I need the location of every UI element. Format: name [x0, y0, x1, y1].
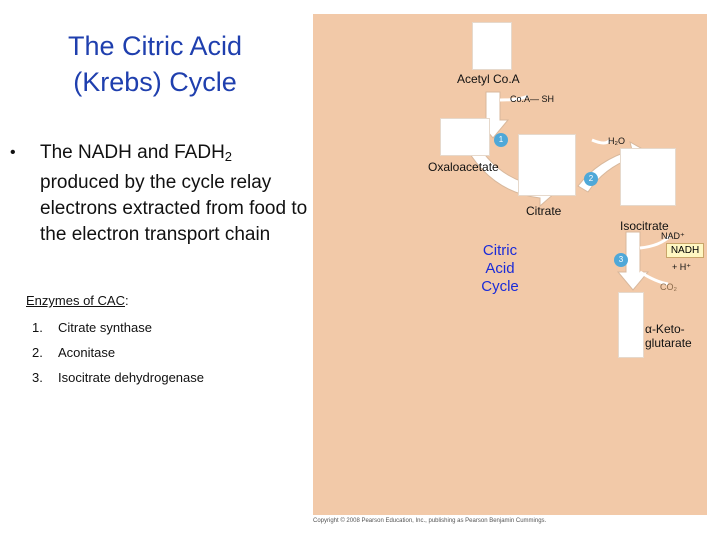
- bullet-subscript: 2: [224, 149, 233, 164]
- enzyme-name: Isocitrate dehydrogenase: [58, 370, 204, 385]
- alpha-ketoglutarate-molecule: [618, 292, 644, 358]
- coa-sh-label: Co.A— SH: [510, 94, 555, 104]
- cycle-label-line-2: Acid: [485, 260, 515, 277]
- step-1-badge: 1: [494, 133, 508, 147]
- step-3-badge: 3: [614, 253, 628, 267]
- nad-plus-label: NAD⁺: [661, 231, 685, 241]
- citrate-molecule: [518, 134, 576, 196]
- bullet-marker: •: [10, 144, 16, 161]
- alpha-ketoglutarate-label-1: α-Keto-: [645, 322, 685, 336]
- isocitrate-label: Isocitrate: [620, 219, 669, 233]
- enzyme-number: 3.: [32, 370, 43, 385]
- co2-label: CO₂: [660, 282, 677, 292]
- citrate-label: Citrate: [526, 204, 562, 218]
- enzyme-number: 2.: [32, 345, 43, 360]
- enzyme-number: 1.: [32, 320, 43, 335]
- acetyl-coa-label: Acetyl Co.A: [457, 72, 520, 86]
- title-line-1: The Citric Acid: [67, 31, 243, 61]
- enzyme-name: Aconitase: [58, 345, 116, 360]
- oxaloacetate-label: Oxaloacetate: [428, 160, 499, 174]
- cycle-label-line-3: Cycle: [481, 278, 519, 295]
- enzymes-heading-text: Enzymes of CAC: [26, 293, 125, 308]
- enzymes-heading-colon: :: [124, 293, 129, 308]
- citric-acid-cycle-label: [472, 242, 528, 296]
- bullet-text-end: produced by the cycle relay electrons extracted from food to the electron transport chain: [40, 172, 308, 245]
- title-line-2: (Krebs) Cycle: [73, 67, 237, 97]
- step-2-badge: 2: [584, 172, 598, 186]
- bullet-text-start: The NADH and FADH: [40, 142, 225, 163]
- oxaloacetate-molecule: [440, 118, 490, 156]
- isocitrate-molecule: [620, 148, 676, 206]
- cycle-label-line-1: Citric: [482, 242, 518, 259]
- enzyme-name: Citrate synthase: [58, 320, 152, 335]
- h-plus-label: + H⁺: [672, 262, 692, 272]
- acetyl-coa-molecule: [472, 22, 512, 70]
- copyright-text: Copyright © 2008 Pearson Education, Inc., publishing as Pearson Benjamin Cummings.: [313, 518, 547, 524]
- water-label: H₂O: [608, 136, 625, 146]
- nadh-box: NADH: [666, 243, 704, 258]
- alpha-ketoglutarate-label-2: glutarate: [645, 336, 692, 350]
